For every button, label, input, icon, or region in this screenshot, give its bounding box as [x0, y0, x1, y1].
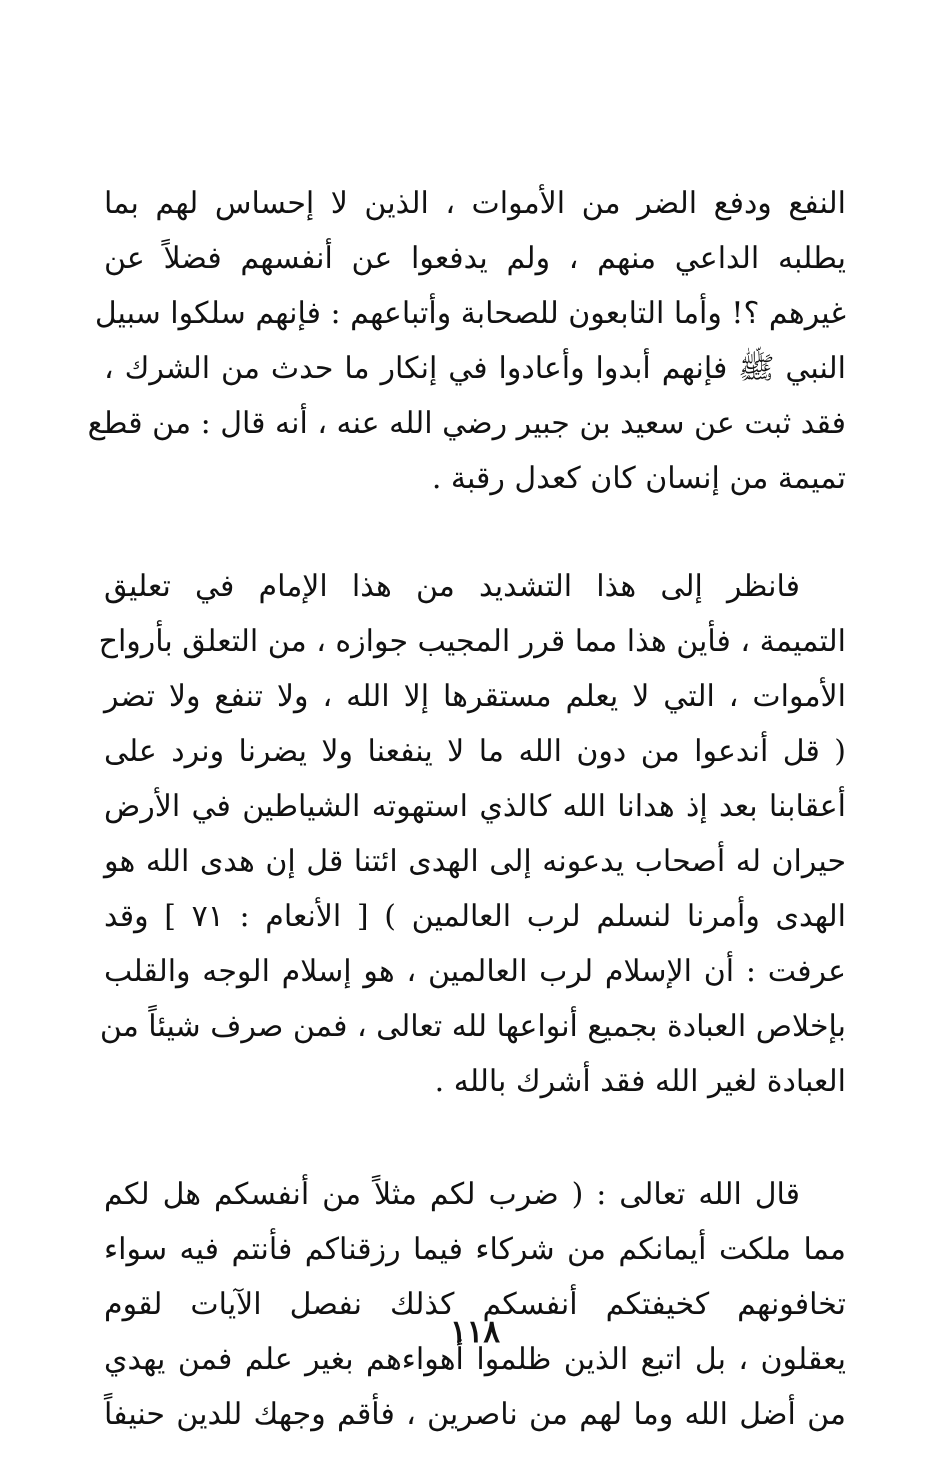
text-line: يعقلون ، بل اتبع الذين ظلموا أهواءهم بغير علم فمن يهدي: [104, 1342, 846, 1377]
text-line: مما ملكت أيمانكم من شركاء فيما رزقناكم فأنتم فيه سواء: [104, 1232, 846, 1267]
paragraph-2: [98, 559, 846, 1109]
text-line: حيران له أصحاب يدعونه إلى الهدى ائتنا قل إن هدى الله هو: [104, 844, 846, 879]
paragraph-3: [104, 1167, 846, 1442]
text-line: يطلبه الداعي منهم ، ولم يدفعوا عن أنفسهم فضلاً عن: [104, 241, 846, 276]
text-line: النبي ﷺ فإنهم أبدوا وأعادوا في إنكار ما حدث من الشرك ،: [104, 351, 846, 386]
text-line: ( قل أندعوا من دون الله ما لا ينفعنا ولا يضرنا ونرد على: [104, 734, 846, 769]
paragraph-1: [87, 176, 846, 506]
text-line: بإخلاص العبادة بجميع أنواعها لله تعالى ، فمن صرف شيئاً من: [99, 1009, 846, 1044]
text-line: فقد ثبت عن سعيد بن جبير رضي الله عنه ، أنه قال : من قطع: [87, 406, 846, 441]
text-line: الأموات ، التي لا يعلم مستقرها إلا الله ، ولا تنفع ولا تضر: [104, 679, 846, 714]
text-line: عرفت : أن الإسلام لرب العالمين ، هو إسلام الوجه والقلب: [104, 954, 846, 989]
text-line: النفع ودفع الضر من الأموات ، الذين لا إحساس لهم بما: [104, 186, 846, 221]
paragraph-gap: [104, 1109, 846, 1167]
page-number: ١١٨: [450, 1314, 500, 1350]
text-line: قال الله تعالى : ( ضرب لكم مثلاً من أنفسكم هل لكم: [104, 1177, 800, 1212]
text-line: تميمة من إنسان كان كعدل رقبة .: [431, 461, 846, 496]
text-line: فانظر إلى هذا التشديد من هذا الإمام في تعليق: [104, 569, 800, 604]
text-line: أعقابنا بعد إذ هدانا الله كالذي استهوته الشياطين في الأرض: [104, 789, 846, 824]
text-line: العبادة لغير الله فقد أشرك بالله .: [434, 1064, 846, 1099]
text-line: تخافونهم كخيفتكم أنفسكم كذلك نفصل الآيات لقوم: [104, 1287, 846, 1322]
paragraph-gap: [104, 506, 846, 559]
page-body: [87, 176, 846, 1442]
text-line: غيرهم ؟! وأما التابعون للصحابة وأتباعهم : فإنهم سلكوا سبيل: [94, 296, 846, 331]
text-line: التميمة ، فأين هذا مما قرر المجيب جوازه ، من التعلق بأرواح: [98, 624, 846, 659]
text-line: من أضل الله وما لهم من ناصرين ، فأقم وجهك للدين حنيفاً: [104, 1397, 846, 1432]
text-line: الهدى وأمرنا لنسلم لرب العالمين ) [ الأنعام : ٧١ ] وقد: [104, 899, 846, 934]
